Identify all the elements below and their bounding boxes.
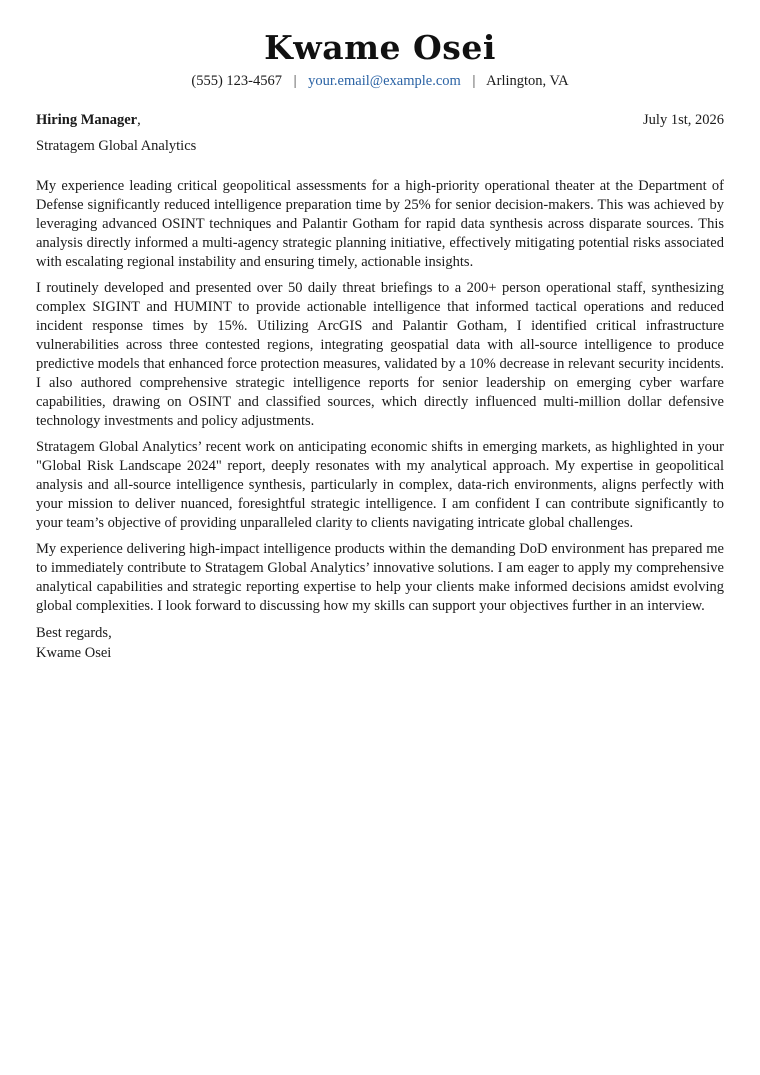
body-paragraph: My experience delivering high-impact intelligence products within the demanding DoD environment has prepared me to immediately contribute to Stratagem Global Analytics’ innovative solutions. I am eager to apply my comprehensive analytical capabilities and strategic reporting expertise to help your clients make informed decisions amidst evolving global complexities. I look forward to discussing how my skills can support your objectives further in an interview.: [36, 541, 724, 614]
letter-date: July 1st, 2026: [643, 112, 724, 128]
body-paragraph: Stratagem Global Analytics’ recent work on anticipating economic shifts in emerging markets, as highlighted in your "Global Risk Landscape 2024" report, deeply resonates with my analytical approach. My expertise in geopolitical analysis and all-source intelligence synthesis, particularly in complex, data-rich environments, aligns perfectly with your mission to deliver nuanced, foresightful strategic intelligence. I am confident I can contribute significantly to your team’s objective of providing unparalleled clarity to clients navigating intricate global challenges.: [36, 439, 724, 531]
recipient-date-row: [36, 111, 724, 130]
email-link[interactable]: your.email@example.com: [308, 73, 461, 89]
contact-separator: |: [472, 73, 476, 89]
letter-body: [36, 177, 724, 616]
recipient-title-comma: ,: [137, 112, 141, 128]
closing-salutation: Best regards,: [36, 625, 112, 641]
recipient-title: Hiring Manager: [36, 112, 138, 128]
signature-name: Kwame Osei: [36, 645, 112, 661]
recipient-company: Stratagem Global Analytics: [36, 138, 197, 154]
body-paragraph: My experience leading critical geopolitical assessments for a high-priority operational theater at the Department of Defense significantly reduced intelligence preparation time by 25% for senior decision-makers. This was achieved by leveraging advanced OSINT techniques and Palantir Gotham for rapid data synthesis across disparate sources. This analysis directly informed a multi-agency strategic planning initiative, effectively mitigating potential risks associated with escalating regional instability and ensuring timely, actionable insights.: [36, 178, 724, 270]
recipient-line: [36, 111, 141, 130]
phone-number: (555) 123-4567: [191, 73, 282, 89]
body-paragraph: I routinely developed and presented over 50 daily threat briefings to a 200+ person operational staff, synthesizing complex SIGINT and HUMINT to provide actionable intelligence that informed tactical operations and reduced incident response times by 15%. Utilizing ArcGIS and Palantir Gotham, I identified critical infrastructure vulnerabilities across three contested regions, integrating geospatial data with all-source intelligence to produce predictive models that enhanced force protection measures, validated by a 10% decrease in relevant security incidents. I also authored comprehensive strategic intelligence reports for senior leadership on emerging cyber warfare capabilities, drawing on OSINT and classified sources, which directly influenced multi-million dollar defensive technology investments and policy adjustments.: [36, 280, 724, 429]
closing-block: [36, 623, 724, 663]
applicant-name: Kwame Osei: [264, 28, 496, 67]
location: Arlington, VA: [486, 73, 569, 89]
contact-line: [36, 71, 724, 91]
contact-separator: |: [293, 73, 297, 89]
